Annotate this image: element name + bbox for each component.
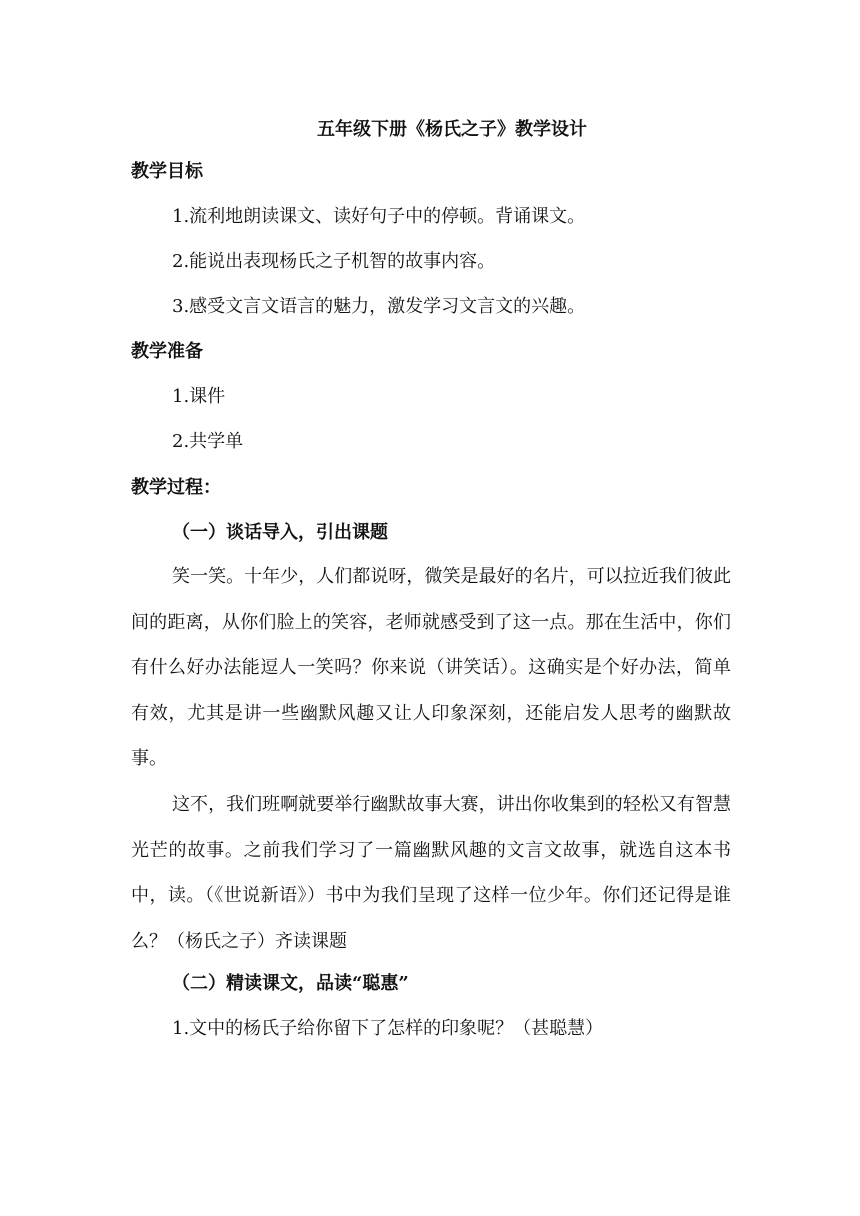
objective-item-3: 3.感受文言文语言的魅力，激发学习文言文的兴趣。 (172, 296, 586, 317)
objective-item-1: 1.流利地朗读课文、读好句子中的停顿。背诵课文。 (172, 206, 586, 227)
objectives-heading: 教学目标 (131, 161, 203, 182)
section1-heading: （一）谈话导入，引出课题 (172, 522, 388, 543)
section2-item-1: 1.文中的杨氏子给你留下了怎样的印象呢？（甚聪慧） (172, 1018, 604, 1039)
preparation-item-2: 2.共学单 (172, 431, 244, 452)
section1-paragraph-1: 笑一笑。十年少，人们都说呀，微笑是最好的名片，可以拉近我们彼此间的距离，从你们脸上的笑容，老师就感受到了这一点。那在生活中，你们有什么好办法能逗人一笑吗？你来说（讲笑话）。这确实是个好办法，简单有效，尤其是讲一些幽默风趣又让人印象深刻，还能启发人思考的幽默故事。 (131, 566, 731, 769)
objective-item-2: 2.能说出表现杨氏之子机智的故事内容。 (172, 251, 496, 272)
section1-paragraph-2: 这不，我们班啊就要举行幽默故事大赛，讲出你收集到的轻松又有智慧光芒的故事。之前我们学习了一篇幽默风趣的文言文故事，就选自这本书中，读。（《世说新语》）书中为我们呈现了这样一位少年。你们还记得是谁么？（杨氏之子）齐读课题 (131, 794, 731, 952)
document-title: 五年级下册《杨氏之子》教学设计 (317, 119, 587, 140)
preparation-item-1: 1.课件 (172, 386, 226, 407)
process-heading: 教学过程： (131, 477, 221, 498)
preparation-heading: 教学准备 (131, 341, 203, 362)
section2-heading: （二）精读课文，品读“聪惠” (172, 973, 409, 994)
